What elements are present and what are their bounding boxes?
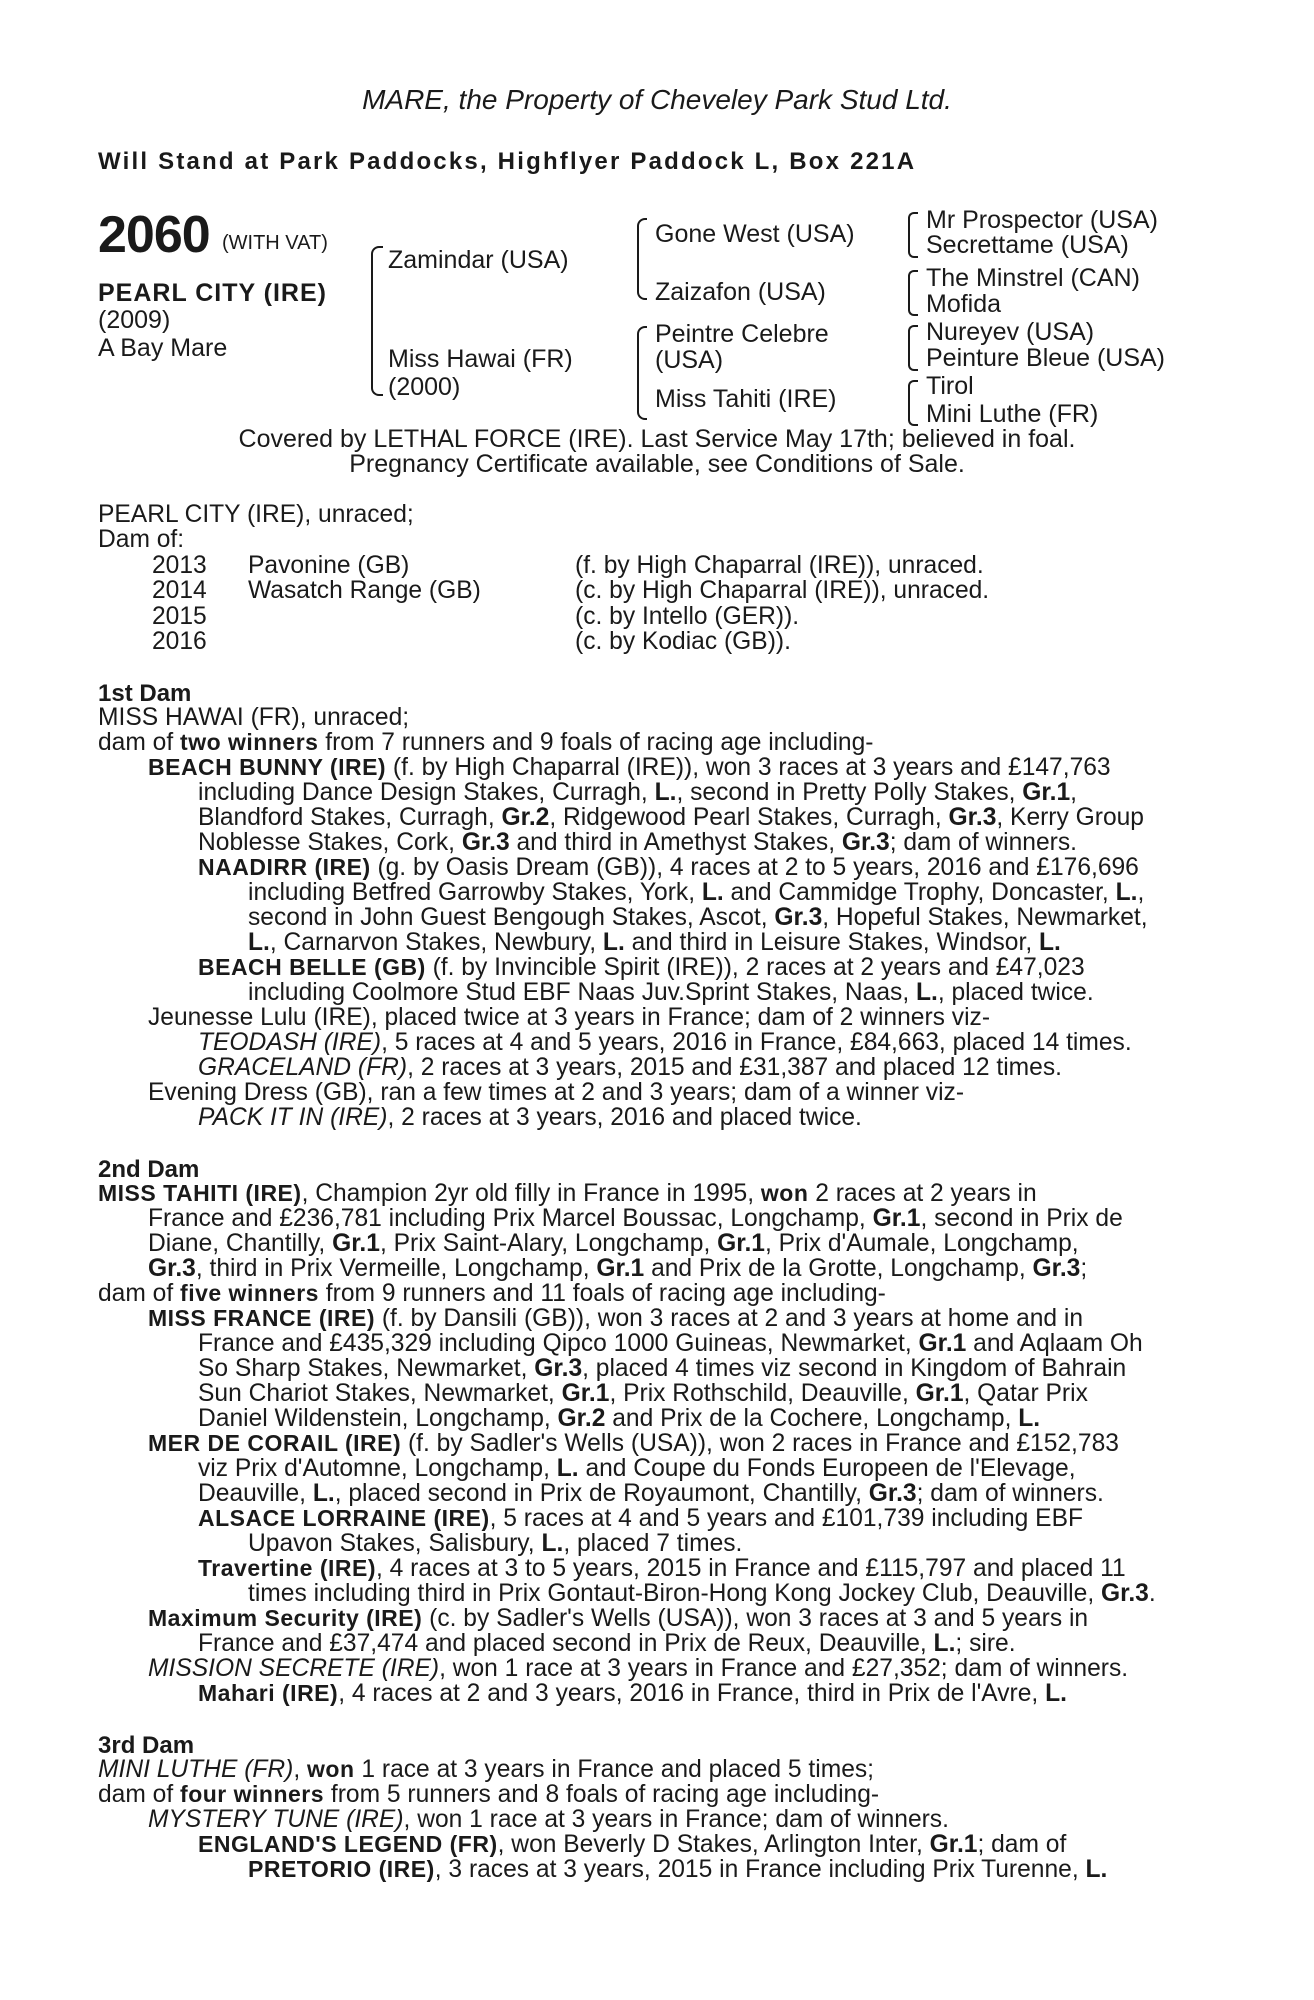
pregnancy-note: Pregnancy Certificate available, see Conditions of Sale.	[349, 450, 965, 478]
text-line: France and £236,781 including Prix Marcel Boussac, Longchamp, Gr.1, second in Prix de	[148, 1205, 1123, 1232]
third-dam-heading: 3rd Dam	[98, 1732, 195, 1759]
winner-travertine: Travertine (IRE), 4 races at 3 to 5 years, 2015 in France and £115,797 and placed 11	[198, 1555, 1126, 1582]
runner-teodash: TEODASH (IRE), 5 races at 4 and 5 years, 2016 in France, £84,663, placed 14 times.	[198, 1029, 1132, 1056]
ssd: Secrettame (USA)	[926, 231, 1129, 259]
text-line: L., Carnarvon Stakes, Newbury, L. and third in Leisure Stakes, Windsor, L.	[248, 929, 1061, 956]
dam-sire-line2: (USA)	[655, 346, 724, 374]
text-line: times including third in Prix Gontaut-Biron-Hong Kong Jockey Club, Deauville, Gr.3.	[248, 1580, 1156, 1607]
winner-pretorio: PRETORIO (IRE), 3 races at 3 years, 2015 in France including Prix Turenne, L.	[248, 1856, 1108, 1883]
produce-year: 2015	[152, 603, 207, 630]
text-line: Sun Chariot Stakes, Newmarket, Gr.1, Prix Rothschild, Deauville, Gr.1, Qatar Prix	[198, 1380, 1088, 1407]
dds: Tirol	[926, 372, 974, 400]
text-line: So Sharp Stakes, Newmarket, Gr.3, placed 4 times viz second in Kingdom of Bahrain	[198, 1355, 1127, 1382]
text-line: including Betfred Garrowby Stakes, York, L. and Cammidge Trophy, Doncaster, L.,	[248, 879, 1145, 906]
first-dam-summary: dam of two winners from 7 runners and 9 foals of racing age including-	[98, 729, 874, 756]
catalogue-title: MARE, the Property of Cheveley Park Stud Ltd.	[362, 84, 952, 115]
text-line: Noblesse Stakes, Cork, Gr.3 and third in Amethyst Stakes, Gr.3; dam of winners.	[198, 829, 1077, 856]
second-dam-heading: 2nd Dam	[98, 1156, 200, 1183]
produce-note: (c. by High Chaparral (IRE)), unraced.	[575, 577, 990, 604]
sire: Zamindar (USA)	[388, 246, 569, 274]
dsd: Peinture Bleue (USA)	[926, 344, 1166, 372]
text-line: Daniel Wildenstein, Longchamp, Gr.2 and Prix de la Cochere, Longchamp, L.	[198, 1405, 1041, 1432]
second-dam-line: MISS TAHITI (IRE), Champion 2yr old filly in France in 1995, won 2 races at 2 years in	[98, 1180, 1037, 1207]
winner-englands-legend: ENGLAND'S LEGEND (FR), won Beverly D Stakes, Arlington Inter, Gr.1; dam of	[198, 1831, 1067, 1858]
text-line: including Dance Design Stakes, Curragh, L., second in Pretty Polly Stakes, Gr.1,	[198, 779, 1077, 806]
vat-note: (WITH VAT)	[222, 232, 328, 254]
winner-miss-france: MISS FRANCE (IRE) (f. by Dansili (GB)), won 3 races at 2 and 3 years at home and in	[148, 1305, 1084, 1332]
horse-name: PEARL CITY (IRE)	[98, 279, 327, 307]
lot-number: 2060	[98, 206, 210, 264]
winner-beach-belle: BEACH BELLE (GB) (f. by Invincible Spirit (IRE)), 2 races at 2 years and £47,023	[198, 954, 1085, 981]
text-line: France and £435,329 including Qipco 1000 Guineas, Newmarket, Gr.1 and Aqlaam Oh	[198, 1330, 1143, 1357]
runner-mystery-tune: MYSTERY TUNE (IRE), won 1 race at 3 years in France; dam of winners.	[148, 1806, 949, 1833]
text-line: including Coolmore Stud EBF Naas Juv.Sprint Stakes, Naas, L., placed twice.	[248, 979, 1094, 1006]
dam-year: (2000)	[388, 373, 461, 401]
dam-sire-line1: Peintre Celebre	[655, 320, 829, 348]
sire-dam: Zaizafon (USA)	[655, 278, 826, 306]
winner-naadirr: NAADIRR (IRE) (g. by Oasis Dream (GB)), 4 races at 2 to 5 years, 2016 and £176,696	[198, 854, 1139, 881]
produce-note: (c. by Intello (GER)).	[575, 603, 800, 630]
dam: Miss Hawai (FR)	[388, 345, 573, 373]
horse-year: (2009)	[98, 306, 171, 334]
runner-pack-it-in: PACK IT IN (IRE), 2 races at 3 years, 2016 and placed twice.	[198, 1104, 862, 1131]
text-line: Diane, Chantilly, Gr.1, Prix Saint-Alary, Longchamp, Gr.1, Prix d'Aumale, Longchamp,	[148, 1230, 1079, 1257]
runner-evening-dress: Evening Dress (GB), ran a few times at 2 and 3 years; dam of a winner viz-	[148, 1079, 965, 1106]
winner-mahari: Mahari (IRE), 4 races at 2 and 3 years, 2016 in France, third in Prix de l'Avre, L.	[198, 1680, 1067, 1707]
winner-mer-de-corail: MER DE CORAIL (IRE) (f. by Sadler's Wells (USA)), won 2 races in France and £152,783	[148, 1430, 1119, 1457]
dam-of-label: Dam of:	[98, 526, 185, 553]
second-dam-summary: dam of five winners from 9 runners and 11 foals of racing age including-	[98, 1280, 886, 1307]
winner-beach-bunny: BEACH BUNNY (IRE) (f. by High Chaparral (IRE)), won 3 races at 3 years and £147,763	[148, 754, 1111, 781]
first-dam-heading: 1st Dam	[98, 680, 192, 707]
sdd: Mofida	[926, 290, 1002, 318]
produce-year: 2013	[152, 552, 207, 579]
produce-note: (c. by Kodiac (GB)).	[575, 628, 791, 655]
produce-year: 2014	[152, 577, 207, 604]
sds: The Minstrel (CAN)	[926, 264, 1140, 292]
text-line: Upavon Stakes, Salisbury, L., placed 7 times.	[248, 1530, 743, 1557]
winner-maximum-security: Maximum Security (IRE) (c. by Sadler's Wells (USA)), won 3 races at 3 and 5 years in	[148, 1605, 1089, 1632]
text-line: viz Prix d'Automne, Longchamp, L. and Coupe du Fonds Europeen de l'Elevage,	[198, 1455, 1076, 1482]
produce-year: 2016	[152, 628, 207, 655]
produce-note: (f. by High Chaparral (IRE)), unraced.	[575, 552, 984, 579]
ddd: Mini Luthe (FR)	[926, 400, 1099, 428]
produce-name: Wasatch Range (GB)	[248, 577, 481, 604]
text-line: France and £37,474 and placed second in Prix de Reux, Deauville, L.; sire.	[198, 1630, 1016, 1657]
produce-name: Pavonine (GB)	[248, 552, 410, 579]
runner-graceland: GRACELAND (FR), 2 races at 3 years, 2015 and £31,387 and placed 12 times.	[198, 1054, 1062, 1081]
text-line: second in John Guest Bengough Stakes, Ascot, Gr.3, Hopeful Stakes, Newmarket,	[248, 904, 1148, 931]
dss: Nureyev (USA)	[926, 318, 1095, 346]
horse-description: A Bay Mare	[98, 334, 228, 362]
covered-note: Covered by LETHAL FORCE (IRE). Last Service May 17th; believed in foal.	[238, 425, 1076, 453]
third-dam-summary: dam of four winners from 5 runners and 8 foals of racing age including-	[98, 1781, 880, 1808]
produce-intro: PEARL CITY (IRE), unraced;	[98, 501, 414, 528]
sss: Mr Prospector (USA)	[926, 206, 1158, 234]
text-line: Gr.3, third in Prix Vermeille, Longchamp, Gr.1 and Prix de la Grotte, Longchamp, Gr.3;	[148, 1255, 1088, 1282]
dam-dam: Miss Tahiti (IRE)	[655, 385, 837, 413]
text-line: Blandford Stakes, Curragh, Gr.2, Ridgewood Pearl Stakes, Curragh, Gr.3, Kerry Group	[198, 804, 1144, 831]
sire-sire: Gone West (USA)	[655, 220, 855, 248]
third-dam-line: MINI LUTHE (FR), won 1 race at 3 years in France and placed 5 times;	[98, 1756, 875, 1783]
stand-location: Will Stand at Park Paddocks, Highflyer Paddock L, Box 221A	[98, 148, 917, 175]
winner-alsace-lorraine: ALSACE LORRAINE (IRE), 5 races at 4 and 5 years and £101,739 including EBF	[198, 1505, 1083, 1532]
runner-mission-secrete: MISSION SECRETE (IRE), won 1 race at 3 years in France and £27,352; dam of winners.	[148, 1655, 1129, 1682]
first-dam-line: MISS HAWAI (FR), unraced;	[98, 704, 410, 731]
runner-jeunesse-lulu: Jeunesse Lulu (IRE), placed twice at 3 years in France; dam of 2 winners viz-	[148, 1004, 991, 1031]
text-line: Deauville, L., placed second in Prix de Royaumont, Chantilly, Gr.3; dam of winners.	[198, 1480, 1104, 1507]
